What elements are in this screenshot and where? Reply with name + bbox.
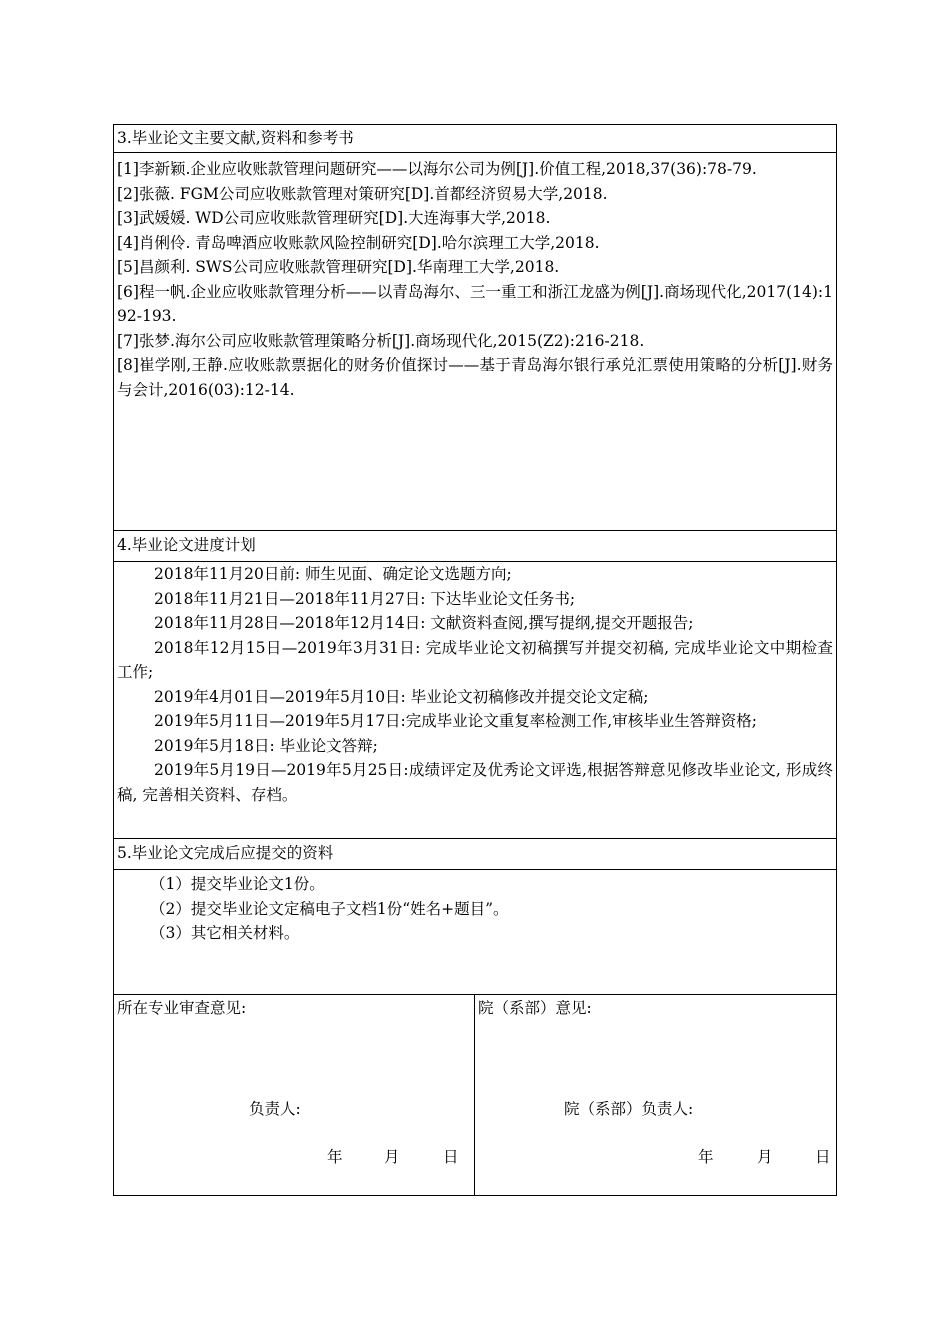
schedule-item: 2019年4月01日—2019年5月10日: 毕业论文初稿修改并提交论文定稿; xyxy=(154,687,649,706)
schedule-list xyxy=(117,562,833,807)
section-3-heading: 3.毕业论文主要文献,资料和参考书 xyxy=(117,129,354,147)
reference-list xyxy=(117,157,833,402)
reference-item: [6]程一帆.企业应收账款管理分析——以青岛海尔、三一重工和浙江龙盛为例[J].商场现代化,2017(14):192-193. xyxy=(117,282,833,325)
schedule-item: 2019年5月11日—2019年5月17日:完成毕业论文重复率检测工作,审核毕业生答辩资格; xyxy=(154,712,757,730)
major-review-heading: 所在专业审查意见: xyxy=(117,999,247,1017)
reference-item: [1]李新颖.企业应收账款管理问题研究——以海尔公司为例[J].价值工程,2018,37(36):78-79. xyxy=(117,160,757,178)
department-opinion-heading: 院（系部）意见: xyxy=(478,999,592,1017)
major-responsible-label: 负责人: xyxy=(249,1100,301,1118)
row-divider xyxy=(113,869,837,870)
major-date-month: 月 xyxy=(384,1148,400,1166)
column-divider xyxy=(474,994,475,1196)
schedule-item: 2018年11月20日前: 师生见面、确定论文选题方向; xyxy=(154,565,512,583)
schedule-item: 2019年5月18日: 毕业论文答辩; xyxy=(154,736,378,755)
row-divider xyxy=(113,152,837,153)
reference-item: [7]张梦.海尔公司应收账款管理策略分析[J].商场现代化,2015(Z2):216-218. xyxy=(117,331,645,350)
reference-item: [3]武媛媛. WD公司应收账款管理研究[D].大连海事大学,2018. xyxy=(117,209,551,227)
department-date-month: 月 xyxy=(757,1148,773,1166)
schedule-item: 2018年11月28日—2018年12月14日: 文献资料查阅,撰写提纲,提交开题报告; xyxy=(154,614,694,632)
section-5-heading: 5.毕业论文完成后应提交的资料 xyxy=(117,844,334,862)
major-date-day: 日 xyxy=(443,1148,459,1166)
section-4-heading: 4.毕业论文进度计划 xyxy=(117,536,256,554)
schedule-item: 2018年11月21日—2018年11月27日: 下达毕业论文任务书; xyxy=(154,589,576,608)
reference-item: [5]昌颜利. SWS公司应收账款管理研究[D].华南理工大学,2018. xyxy=(117,258,560,276)
schedule-item: 2018年12月15日—2019年3月31日: 完成毕业论文初稿撰写并提交初稿, 完成毕业论文中期检查工作; xyxy=(117,638,833,681)
row-divider xyxy=(113,530,837,531)
submission-item: （2）提交毕业论文定稿电子文档1份“姓名+题目”。 xyxy=(150,899,509,918)
department-date-day: 日 xyxy=(815,1148,831,1166)
row-divider xyxy=(113,838,837,839)
major-date-year: 年 xyxy=(327,1148,343,1166)
submission-item: （3）其它相关材料。 xyxy=(150,924,300,942)
department-responsible-label: 院（系部）负责人: xyxy=(564,1100,694,1118)
row-divider xyxy=(113,994,837,995)
department-date-year: 年 xyxy=(698,1148,714,1166)
submission-item: （1）提交毕业论文1份。 xyxy=(150,875,325,893)
submission-list xyxy=(117,872,833,946)
reference-item: [4]肖俐伶. 青岛啤酒应收账款风险控制研究[D].哈尔滨理工大学,2018. xyxy=(117,233,600,252)
reference-item: [8]崔学刚,王静.应收账款票据化的财务价值探讨——基于青岛海尔银行承兑汇票使用策略的分析[J].财务与会计,2016(03):12-14. xyxy=(117,356,833,399)
schedule-item: 2019年5月19日—2019年5月25日:成绩评定及优秀论文评选,根据答辩意见修改毕业论文, 形成终稿, 完善相关资料、存档。 xyxy=(117,761,833,804)
reference-item: [2]张薇. FGM公司应收账款管理对策研究[D].首都经济贸易大学,2018. xyxy=(117,184,608,203)
